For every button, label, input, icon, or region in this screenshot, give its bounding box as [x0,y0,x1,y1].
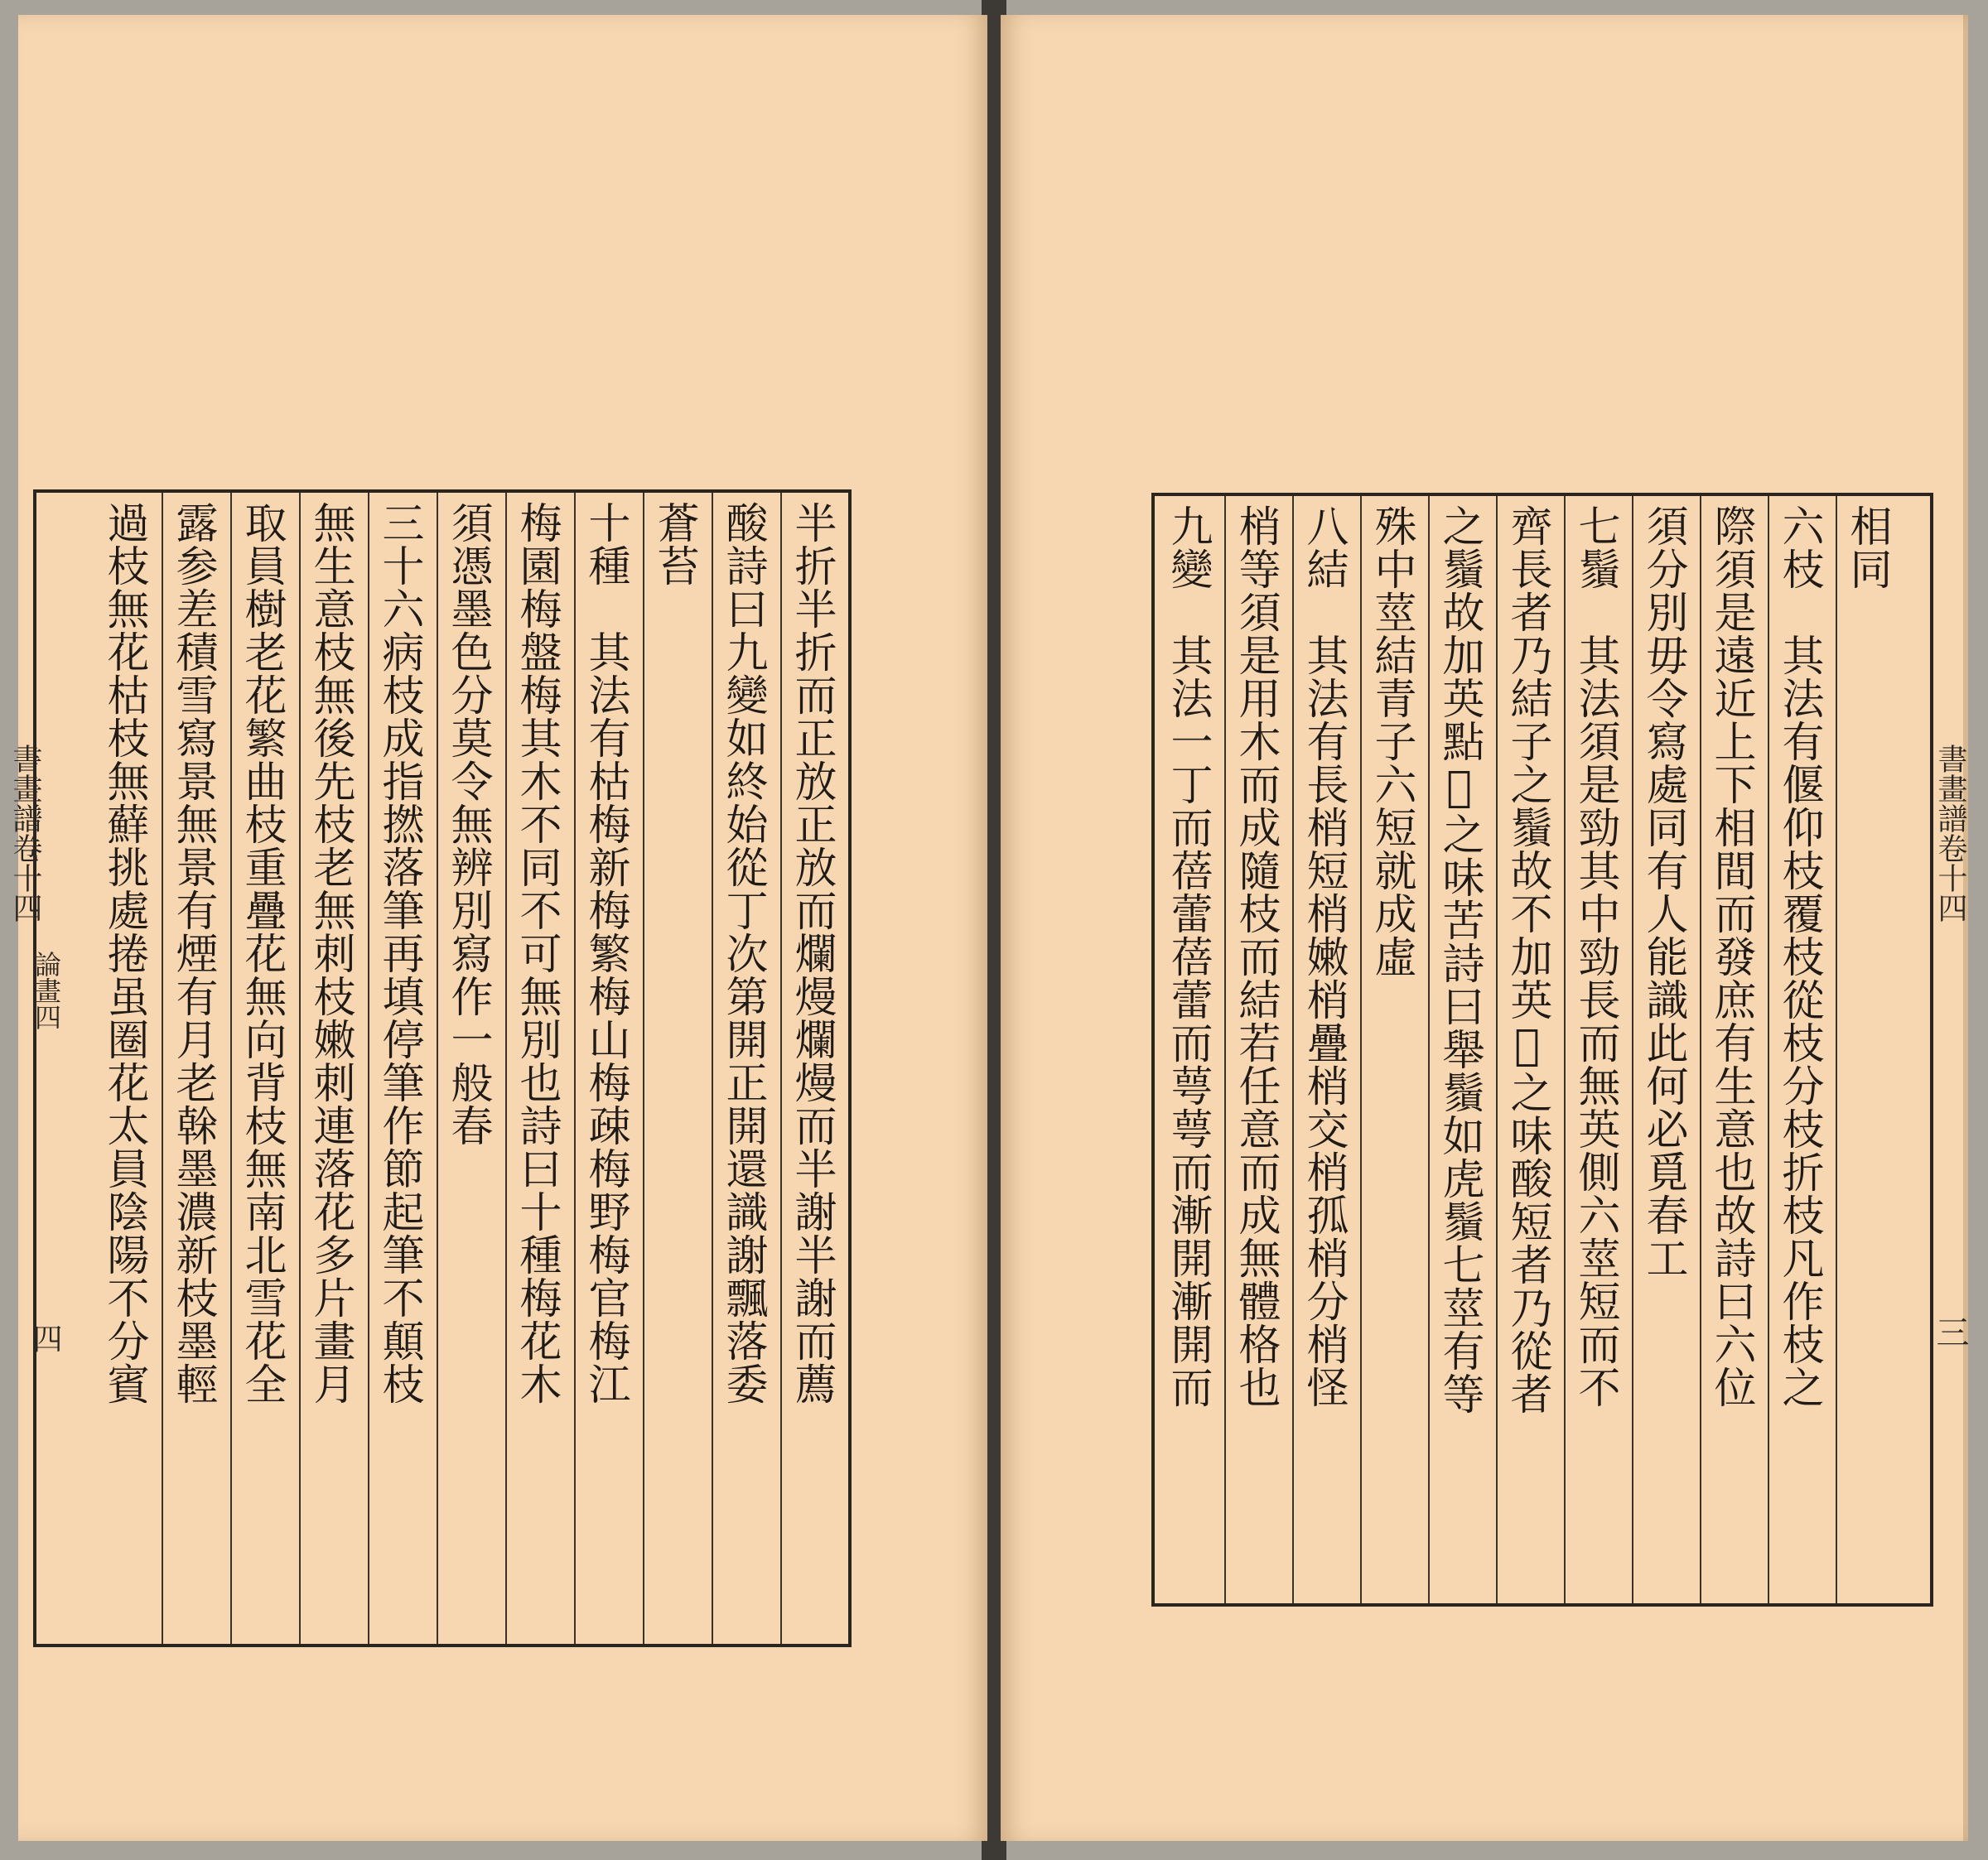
text-column: 無生意枝無後先枝老無刺枝嫩刺連落花多片畫月 [299,493,360,1644]
right-margin-rule [1930,493,1933,1607]
left-margin-page-number: 四 [28,1323,62,1353]
text-column: 過枝無花枯枝無蘚挑處捲虽圈花太員陰陽不分賓 [99,501,148,1405]
left-margin-rule [33,489,36,1647]
text-column: 取員樹老花繁曲枝重疊花無向背枝無南北雪花全 [230,493,292,1644]
text-column: 須分別毋令寫處同有人能識此何必覓春工 [1632,496,1693,1603]
text-column: 七鬚 其法須是勁其中勁長而無英側六莖短而不 [1564,496,1625,1603]
text-column: 十種 其法有枯梅新梅繁梅山梅疎梅野梅官梅江 [574,493,635,1644]
left-page [8,15,987,1841]
left-margin-section: 論畫四 [31,951,62,1030]
text-column: 九變 其法一丁而蓓蕾蓓蕾而萼萼而漸開漸開而 [1163,504,1212,1409]
text-column: 蒼苔 [643,493,704,1644]
text-column: 六枝 其法有偃仰枝覆枝從枝分枝折枝凡作枝之 [1768,496,1829,1603]
text-column: 半折半折而正放正放而爛熳爛熳而半謝半謝而薦 [780,493,842,1644]
text-column: 梅園梅盤梅其木不同不可無別也詩曰十種梅花木 [505,493,567,1644]
right-text-columns [1155,496,1904,1603]
right-margin-page-number: 三 [1931,1315,1969,1348]
text-column: 須憑墨色分莫令無辨別寫作一般春 [437,493,498,1644]
text-column: 殊中莖結青子六短就成虛 [1360,496,1421,1603]
right-margin-title: 書畫譜卷十四 [1933,744,1967,923]
text-column: 露参差積雪寫景無景有煙有月老榦墨濃新枝墨輕 [162,493,223,1644]
text-column: 之鬚故加英點𭅗之味苦詩曰舉鬚如虎鬚七莖有等 [1428,496,1489,1603]
text-column: 相同 [1836,496,1897,1603]
left-text-columns [93,493,848,1644]
text-column: 際須是遠近上下相間而發庶有生意也故詩曰六位 [1700,496,1761,1603]
text-column: 齊長者乃結子之鬚故不加英𭅗之味酸短者乃從者 [1496,496,1557,1603]
right-page [1001,15,1968,1841]
left-margin-title: 書畫譜卷十四 [8,744,42,923]
text-column: 酸詩曰九變如終始從丁次第開正開還識謝飄落委 [712,493,773,1644]
text-column: 八結 其法有長梢短梢嫩梢疊梢交梢孤梢分梢怪 [1292,496,1353,1603]
text-column: 梢等須是用木而成隨枝而結若任意而成無體格也 [1224,496,1286,1603]
text-column: 三十六病枝成指撚落筆再填停筆作節起筆不顛枝 [368,493,429,1644]
